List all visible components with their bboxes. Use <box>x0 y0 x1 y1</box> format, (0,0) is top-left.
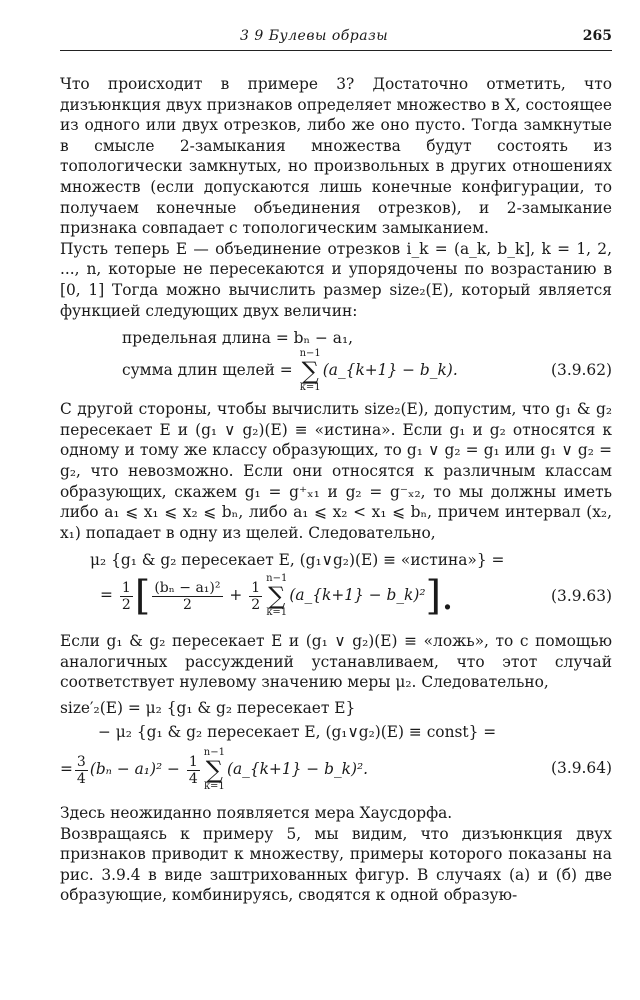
half-num: 1 <box>121 579 131 596</box>
sum64-upper: n−1 <box>203 747 225 759</box>
eq63-line2 <box>60 571 612 627</box>
fraction-three-quarters <box>75 754 88 787</box>
sum63-sign: ∑ <box>268 582 286 611</box>
sum-lower: k=1 <box>299 382 321 394</box>
equation-3-9-62 <box>60 327 612 393</box>
three-num: 3 <box>76 753 86 770</box>
eq64-line3 <box>60 745 612 799</box>
eq64-line2: − μ₂ {g₁ & g₂ пересекает E, (g₁∨g₂)(E) ≡ const} = <box>98 723 497 742</box>
equation-number-62: (3.9.62) <box>551 361 612 380</box>
eq64-equals: = <box>60 760 73 779</box>
half-den: 2 <box>121 596 131 613</box>
eq64-term: (a_{k+1} − b_k)². <box>226 760 369 779</box>
paragraph-1: Что происходит в примере 3? Достаточно отметить, что дизъюнкция двух признаков определяет множество в X, состоящее из одного или двух отрезков, либо же оно пусто. Тогда замкнутые в смысле 2-замыкания множества будут состоять из топологически замкнутых, но произвольных в других отношениях множеств (если допускаются лишь конечные конфигурации, то получаем конечные объединения отрезков), и 2-замыкание признака совпадает с топологическим замыканием. <box>60 75 612 238</box>
paragraph-3: С другой стороны, чтобы вычислить size₂(E), допустим, что g₁ & g₂ пересекает E и (g₁ ∨ g₂)(E) ≡ «истина». Если g₁ и g₂ относятся к одному и тому же классу образующих, то g₁ ∨ g₂ = g₁ или g₁ ∨ g₂ = g₂, что невозможно. Если они относятся к различным классам образующих, скажем g₁ = g⁺ₓ₁ и g₂ = g⁻ₓ₂, то мы должны иметь либо a₁ ⩽ x₁ ⩽ x₂ ⩽ bₙ, либо a₁ ⩽ x₂ < x₁ ⩽ bₙ, причем интервал (x₂, x₁) попадает в одну из щелей. Следовательно, <box>60 400 612 542</box>
paragraph-2: Пусть теперь E — объединение отрезков i_k = (a_k, b_k], k = 1, 2, ..., n, которые не пересекаются и упорядочены по возрастанию в [0, 1] Тогда можно вычислить размер size₂(E), который является функцией следующих двух величин: <box>60 239 612 320</box>
eq63-equals: = <box>100 586 113 605</box>
equation-3-9-64 <box>60 697 612 799</box>
eq63-line1: μ₂ {g₁ & g₂ пересекает E, (g₁∨g₂)(E) ≡ «истина»} = <box>90 551 505 570</box>
eq63-term: (a_{k+1} − b_k)² <box>289 586 426 605</box>
eq63-plus: + <box>229 586 243 605</box>
sum-upper: n−1 <box>299 348 321 360</box>
eq62-line1: предельная длина = bₙ − a₁, <box>122 329 354 348</box>
sum64-lower: k=1 <box>203 781 225 793</box>
fraction-half-2 <box>249 580 262 613</box>
sum-symbol-63 <box>266 574 287 618</box>
page-body <box>60 74 612 906</box>
eq62-lhs: сумма длин щелей = <box>122 361 298 380</box>
half2-num: 1 <box>251 579 261 596</box>
sum-symbol-64 <box>204 748 225 792</box>
sum63-upper: n−1 <box>266 573 288 585</box>
paragraph-6: Возвращаясь к примеру 5, мы видим, что дизъюнкция двух признаков приводит к множеству, примеры которого показаны на рис. 3.9.4 в виде заштрихованных фигур. В случаях (а) и (б) две образующие, комбинируясь, сводятся к одной образую- <box>60 824 612 905</box>
sum64-sign: ∑ <box>205 756 223 785</box>
running-title: 3 9 Булевы образы <box>240 28 389 44</box>
one-den: 4 <box>188 770 198 787</box>
eq64-part1: (bₙ − a₁)² − <box>89 760 180 779</box>
square-num: (bₙ − a₁)² <box>154 579 221 596</box>
equation-number-63: (3.9.63) <box>551 587 612 606</box>
fraction-square <box>152 580 222 613</box>
paragraph-5: Здесь неожиданно появляется мера Хаусдорфа. <box>60 804 453 823</box>
equation-number-64: (3.9.64) <box>551 759 612 778</box>
eq62-term: (a_{k+1} − b_k). <box>322 361 458 380</box>
running-header <box>60 26 612 51</box>
page-number: 265 <box>582 28 612 44</box>
right-bracket: ]. <box>425 573 454 620</box>
half2-den: 2 <box>251 596 261 613</box>
eq64-line1: size′₂(E) = μ₂ {g₁ & g₂ пересекает E} <box>60 699 356 718</box>
paragraph-4: Если g₁ & g₂ пересекает E и (g₁ ∨ g₂)(E) ≡ «ложь», то с помощью аналогичных рассуждений устанавливаем, что этот случай соответствует нулевому значению меры μ₂. Следовательно, <box>60 632 612 692</box>
sum63-lower: k=1 <box>266 607 288 619</box>
fraction-half <box>120 580 133 613</box>
equation-3-9-63 <box>60 549 612 627</box>
square-den: 2 <box>182 596 192 613</box>
sum-symbol <box>300 349 321 393</box>
fraction-one-quarter <box>187 754 200 787</box>
eq62-line2 <box>122 349 612 393</box>
three-den: 4 <box>76 770 86 787</box>
left-bracket: [ <box>134 573 151 620</box>
one-num: 1 <box>188 753 198 770</box>
sum-sign: ∑ <box>301 357 319 386</box>
